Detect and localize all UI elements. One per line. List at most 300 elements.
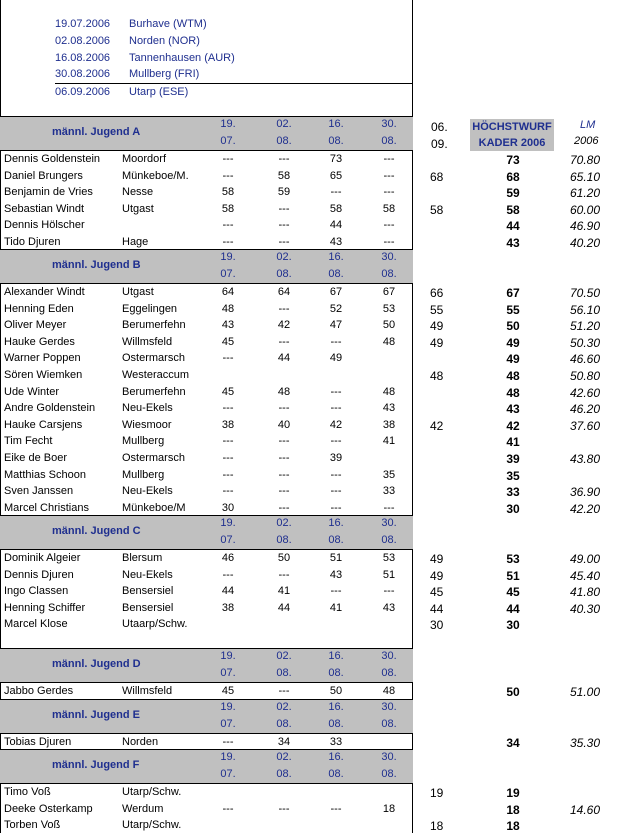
date-col-bottom: 08. <box>381 768 397 780</box>
lm-value: 60.00 <box>570 202 601 217</box>
lm-value: 41.80 <box>570 585 601 600</box>
lm-value: 36.90 <box>570 485 601 500</box>
section-title: männl. Jugend B <box>52 259 141 271</box>
athlete-club: Utgast <box>122 286 154 298</box>
result-cell: 58 <box>221 186 235 199</box>
result-cell: --- <box>330 501 342 514</box>
result-cell: 64 <box>221 286 235 298</box>
result-0609: 48 <box>430 369 444 383</box>
best-throw: 35 <box>506 468 520 483</box>
section-header-bottom-line <box>0 783 413 784</box>
date-col-bottom: 08. <box>381 268 397 280</box>
best-throw: 59 <box>506 186 520 201</box>
date-col-bottom: 08. <box>328 268 344 280</box>
result-0609: 49 <box>430 319 444 334</box>
date-col-top: 19. <box>220 751 236 763</box>
result-0609: 45 <box>430 585 444 600</box>
best-throw: 55 <box>506 302 520 317</box>
hoechstwurf-header: HÖCHSTWURF <box>470 119 554 135</box>
date-col-top: 19. <box>220 118 236 130</box>
result-0609: 30 <box>430 618 444 633</box>
result-0609: 66 <box>430 286 444 300</box>
athlete-name: Benjamin de Vries <box>4 186 93 199</box>
date-col-top: 16. <box>328 650 344 662</box>
lm-value: 61.20 <box>570 186 601 201</box>
lm-value: 46.20 <box>570 402 601 417</box>
schedule-date: 06.09.2006 <box>55 86 111 98</box>
result-cell: 48 <box>221 302 235 315</box>
athlete-club: Eggelingen <box>122 302 178 315</box>
result-cell: --- <box>278 219 290 232</box>
athlete-club: Berumerfehn <box>122 319 186 332</box>
best-throw: 19 <box>506 786 520 800</box>
result-cell: --- <box>278 501 290 514</box>
lm-value: 35.30 <box>570 736 601 750</box>
athlete-club: Mullberg <box>122 468 165 481</box>
athlete-name: Dennis Hölscher <box>4 219 85 232</box>
athlete-club: Mullberg <box>122 435 165 448</box>
result-cell: 47 <box>329 319 343 332</box>
result-0609: 42 <box>430 418 444 433</box>
date-col-bottom: 08. <box>276 718 292 730</box>
result-cell: --- <box>222 802 234 815</box>
result-cell: --- <box>383 585 395 598</box>
athlete-club: Willmsfeld <box>122 685 173 697</box>
result-cell: 30 <box>221 501 235 514</box>
athlete-club: Utaarp/Schw. <box>122 618 188 631</box>
result-cell: 38 <box>221 418 235 431</box>
best-throw: 50 <box>506 319 520 334</box>
lm-value: 37.60 <box>570 418 601 433</box>
date-col-bottom: 07. <box>220 768 236 780</box>
athlete-club: Utgast <box>122 202 154 215</box>
lm-value: 14.60 <box>570 802 601 817</box>
section-title: männl. Jugend E <box>52 709 141 721</box>
result-cell: --- <box>278 236 290 248</box>
schedule-place: Norden (NOR) <box>129 35 200 47</box>
athlete-name: Dennis Djuren <box>4 568 74 581</box>
athlete-name: Alexander Windt <box>4 286 85 298</box>
athlete-club: Münkeboe/M <box>122 501 186 514</box>
athlete-name: Dennis Goldenstein <box>4 153 101 165</box>
result-0609: 19 <box>430 786 444 800</box>
best-throw: 67 <box>506 286 520 300</box>
date-col-top: 02. <box>276 118 292 130</box>
result-cell: 58 <box>221 202 235 215</box>
lm-value: 46.60 <box>570 352 601 367</box>
date-col-bottom: 08. <box>328 534 344 546</box>
date-col-bottom: 08. <box>328 135 344 147</box>
result-cell: 48 <box>382 685 396 697</box>
col06-header-bottom: 09. <box>431 137 448 151</box>
lm-value: 42.20 <box>570 501 601 516</box>
athlete-name: Hauke Gerdes <box>4 335 75 348</box>
athlete-name: Oliver Meyer <box>4 319 67 332</box>
result-cell: --- <box>222 468 234 481</box>
date-col-top: 16. <box>328 118 344 130</box>
lm-year-header: 2006 <box>574 135 599 147</box>
date-col-top: 19. <box>220 701 236 713</box>
lm-value: 65.10 <box>570 169 601 184</box>
result-cell: 46 <box>221 552 235 564</box>
best-throw: 44 <box>506 601 520 616</box>
athlete-name: Jabbo Gerdes <box>4 685 74 697</box>
date-col-top: 19. <box>220 517 236 529</box>
best-throw: 58 <box>506 202 520 217</box>
result-cell: 64 <box>277 286 291 298</box>
result-cell: --- <box>278 568 290 581</box>
athlete-club: Utarp/Schw. <box>122 819 182 832</box>
date-col-bottom: 08. <box>381 534 397 546</box>
result-0609: 44 <box>430 601 444 616</box>
lm-value: 45.40 <box>570 568 601 583</box>
schedule-divider <box>55 83 413 84</box>
athlete-name: Daniel Brungers <box>4 169 83 182</box>
result-cell: 44 <box>329 219 343 232</box>
schedule-date: 19.07.2006 <box>55 18 111 30</box>
date-col-bottom: 08. <box>328 768 344 780</box>
result-cell: 45 <box>221 335 235 348</box>
date-col-bottom: 08. <box>381 135 397 147</box>
best-throw: 48 <box>506 369 520 383</box>
date-col-bottom: 07. <box>220 667 236 679</box>
best-throw: 34 <box>506 736 520 750</box>
result-cell: --- <box>222 236 234 248</box>
date-col-top: 02. <box>276 251 292 263</box>
result-cell: --- <box>330 468 342 481</box>
athlete-club: Hage <box>122 236 149 248</box>
athlete-club: Berumerfehn <box>122 385 186 398</box>
date-col-top: 30. <box>381 517 397 529</box>
date-col-bottom: 07. <box>220 718 236 730</box>
result-cell: 43 <box>329 236 343 248</box>
athlete-name: Sören Wiemken <box>4 369 83 381</box>
lm-value: 56.10 <box>570 302 601 317</box>
lm-value: 70.50 <box>570 286 601 300</box>
result-cell: 45 <box>221 385 235 398</box>
result-cell: 48 <box>277 385 291 398</box>
athlete-name: Marcel Klose <box>4 618 68 631</box>
athlete-name: Hauke Carsjens <box>4 418 83 431</box>
result-cell: --- <box>222 219 234 232</box>
result-cell: --- <box>278 685 290 697</box>
best-throw: 41 <box>506 435 520 450</box>
athlete-name: Dominik Algeier <box>4 552 81 564</box>
date-col-top: 30. <box>381 701 397 713</box>
best-throw: 18 <box>506 802 520 817</box>
athlete-name: Henning Schiffer <box>4 601 86 614</box>
result-cell: --- <box>383 169 395 182</box>
best-throw: 42 <box>506 418 520 433</box>
result-cell: --- <box>383 186 395 199</box>
result-cell: --- <box>330 335 342 348</box>
athlete-club: Utarp/Schw. <box>122 786 182 798</box>
result-cell: --- <box>278 468 290 481</box>
athlete-name: Timo Voß <box>4 786 51 798</box>
result-cell: 48 <box>382 385 396 398</box>
result-cell: --- <box>330 385 342 398</box>
result-cell: --- <box>278 402 290 415</box>
date-col-top: 16. <box>328 517 344 529</box>
athlete-name: Sven Janssen <box>4 485 74 498</box>
schedule-date: 02.08.2006 <box>55 35 111 47</box>
result-cell: 43 <box>221 319 235 332</box>
result-cell: --- <box>222 169 234 182</box>
section-title: männl. Jugend A <box>52 126 141 138</box>
date-col-bottom: 08. <box>328 667 344 679</box>
athlete-club: Neu-Ekels <box>122 485 173 498</box>
lm-value: 49.00 <box>570 552 601 566</box>
date-col-top: 16. <box>328 701 344 713</box>
result-cell: --- <box>222 153 234 165</box>
section-header-bottom-line <box>0 682 413 683</box>
lm-value: 42.60 <box>570 385 601 400</box>
best-throw: 39 <box>506 452 520 466</box>
lm-value: 51.00 <box>570 685 601 699</box>
result-cell: --- <box>222 452 234 464</box>
date-col-bottom: 08. <box>328 718 344 730</box>
best-throw: 49 <box>506 335 520 350</box>
date-col-top: 02. <box>276 701 292 713</box>
result-cell: --- <box>222 402 234 415</box>
result-cell: 53 <box>382 552 396 564</box>
result-cell: 53 <box>382 302 396 315</box>
result-cell: --- <box>330 186 342 199</box>
result-cell: 43 <box>382 601 396 614</box>
athlete-club: Ostermarsch <box>122 452 185 464</box>
date-col-top: 30. <box>381 751 397 763</box>
result-cell: --- <box>330 435 342 448</box>
result-cell: 73 <box>329 153 343 165</box>
date-col-bottom: 08. <box>381 718 397 730</box>
date-col-bottom: 08. <box>276 534 292 546</box>
date-col-bottom: 08. <box>276 268 292 280</box>
result-cell: 49 <box>329 352 343 365</box>
result-cell: 67 <box>382 286 396 298</box>
result-cell: --- <box>222 485 234 498</box>
schedule-place: Utarp (ESE) <box>129 86 189 98</box>
athlete-name: Deeke Osterkamp <box>4 802 93 815</box>
date-col-top: 30. <box>381 650 397 662</box>
date-col-bottom: 08. <box>276 135 292 147</box>
result-cell: --- <box>278 802 290 815</box>
result-cell: 50 <box>382 319 396 332</box>
date-col-bottom: 08. <box>381 667 397 679</box>
result-cell: 33 <box>329 736 343 748</box>
lm-value: 51.20 <box>570 319 601 334</box>
result-cell: 43 <box>329 568 343 581</box>
result-cell: --- <box>330 802 342 815</box>
athlete-club: Willmsfeld <box>122 335 173 348</box>
athlete-club: Wiesmoor <box>122 418 172 431</box>
result-0609: 68 <box>430 169 444 184</box>
best-throw: 45 <box>506 585 520 600</box>
best-throw: 18 <box>506 819 520 833</box>
best-throw: 30 <box>506 618 520 633</box>
result-0609: 49 <box>430 335 444 350</box>
best-throw: 33 <box>506 485 520 500</box>
result-0609: 55 <box>430 302 444 317</box>
schedule-place: Burhave (WTM) <box>129 18 207 30</box>
athlete-club: Neu-Ekels <box>122 568 173 581</box>
result-cell: 58 <box>382 202 396 215</box>
schedule-place: Mullberg (FRI) <box>129 68 200 80</box>
athlete-name: Marcel Christians <box>4 501 89 514</box>
athlete-club: Ostermarsch <box>122 352 185 365</box>
best-throw: 30 <box>506 501 520 516</box>
athlete-name: Warner Poppen <box>4 352 81 365</box>
best-throw: 51 <box>506 568 520 583</box>
schedule-date: 30.08.2006 <box>55 68 111 80</box>
section-header-bottom-line <box>0 283 413 284</box>
athlete-club: Moordorf <box>122 153 167 165</box>
result-cell: --- <box>278 153 290 165</box>
result-cell: --- <box>222 568 234 581</box>
result-cell: 65 <box>329 169 343 182</box>
result-cell: --- <box>222 736 234 748</box>
athlete-name: Ude Winter <box>4 385 60 398</box>
athlete-club: Neu-Ekels <box>122 402 173 415</box>
result-cell: 44 <box>277 601 291 614</box>
athlete-club: Blersum <box>122 552 163 564</box>
best-throw: 48 <box>506 385 520 400</box>
result-cell: --- <box>278 435 290 448</box>
result-0609: 49 <box>430 552 444 566</box>
result-cell: 38 <box>382 418 396 431</box>
result-0609: 49 <box>430 568 444 583</box>
result-cell: --- <box>383 153 395 165</box>
schedule-place: Tannenhausen (AUR) <box>129 52 235 64</box>
result-cell: 51 <box>382 568 396 581</box>
date-col-bottom: 07. <box>220 135 236 147</box>
result-cell: 42 <box>277 319 291 332</box>
athlete-name: Henning Eden <box>4 302 74 315</box>
result-cell: --- <box>383 236 395 248</box>
result-cell: 41 <box>382 435 396 448</box>
result-cell: --- <box>278 335 290 348</box>
section-header-bottom-line <box>0 733 413 734</box>
lm-value: 46.90 <box>570 219 601 234</box>
result-cell: --- <box>222 352 234 365</box>
date-col-top: 30. <box>381 251 397 263</box>
result-cell: 34 <box>277 736 291 748</box>
result-cell: --- <box>330 585 342 598</box>
result-cell: 58 <box>277 169 291 182</box>
section-title: männl. Jugend D <box>52 658 141 670</box>
result-cell: 67 <box>329 286 343 298</box>
date-col-top: 16. <box>328 751 344 763</box>
section-header-bottom-line <box>0 150 413 151</box>
result-cell: --- <box>278 302 290 315</box>
best-throw: 43 <box>506 236 520 250</box>
lm-value: 70.80 <box>570 153 601 167</box>
result-cell: 48 <box>382 335 396 348</box>
result-cell: 50 <box>329 685 343 697</box>
athlete-name: Andre Goldenstein <box>4 402 96 415</box>
best-throw: 73 <box>506 153 520 167</box>
best-throw: 44 <box>506 219 520 234</box>
athlete-name: Tido Djuren <box>4 236 61 248</box>
lm-value: 40.20 <box>570 236 601 250</box>
result-cell: --- <box>330 485 342 498</box>
athlete-name: Torben Voß <box>4 819 61 832</box>
athlete-name: Tobias Djuren <box>4 736 72 748</box>
athlete-club: Münkeboe/M. <box>122 169 189 182</box>
result-cell: 41 <box>329 601 343 614</box>
date-col-top: 19. <box>220 251 236 263</box>
result-cell: --- <box>383 501 395 514</box>
athlete-club: Norden <box>122 736 159 748</box>
date-col-bottom: 07. <box>220 268 236 280</box>
lm-value: 50.30 <box>570 335 601 350</box>
date-col-bottom: 08. <box>276 768 292 780</box>
date-col-top: 19. <box>220 650 236 662</box>
result-cell: 41 <box>277 585 291 598</box>
best-throw: 49 <box>506 352 520 367</box>
athlete-name: Ingo Classen <box>4 585 69 598</box>
date-col-top: 02. <box>276 650 292 662</box>
best-throw: 68 <box>506 169 520 184</box>
result-cell: 59 <box>277 186 291 199</box>
athlete-name: Tim Fecht <box>4 435 53 448</box>
result-cell: 45 <box>221 685 235 697</box>
result-cell: --- <box>330 402 342 415</box>
result-cell: 42 <box>329 418 343 431</box>
result-cell: 40 <box>277 418 291 431</box>
result-cell: 44 <box>277 352 291 365</box>
result-cell: 18 <box>382 802 396 815</box>
result-cell: --- <box>278 452 290 464</box>
athlete-club: Westeraccum <box>122 369 190 381</box>
best-throw: 53 <box>506 552 520 566</box>
athlete-name: Eike de Boer <box>4 452 67 464</box>
section-header-bottom-line <box>0 549 413 550</box>
result-cell: --- <box>222 435 234 448</box>
athlete-club: Bensersiel <box>122 585 174 598</box>
result-0609: 18 <box>430 819 444 833</box>
date-col-bottom: 07. <box>220 534 236 546</box>
col06-header-top: 06. <box>431 120 448 134</box>
result-cell: 35 <box>382 468 396 481</box>
section-title: männl. Jugend F <box>52 759 140 771</box>
date-col-top: 02. <box>276 751 292 763</box>
date-col-top: 02. <box>276 517 292 529</box>
result-cell: 50 <box>277 552 291 564</box>
best-throw: 43 <box>506 402 520 417</box>
result-cell: 43 <box>382 402 396 415</box>
result-cell: --- <box>278 202 290 215</box>
date-col-top: 16. <box>328 251 344 263</box>
athlete-name: Sebastian Windt <box>4 202 85 215</box>
lm-value: 43.80 <box>570 452 601 466</box>
best-throw: 50 <box>506 685 520 699</box>
lm-header: LM <box>580 119 596 131</box>
result-0609: 58 <box>430 202 444 217</box>
kader-header: KADER 2006 <box>470 135 554 151</box>
athlete-club: Nesse <box>122 186 154 199</box>
section-title: männl. Jugend C <box>52 525 141 537</box>
result-cell: 44 <box>221 585 235 598</box>
athlete-club: Bensersiel <box>122 601 174 614</box>
result-cell: 58 <box>329 202 343 215</box>
date-col-bottom: 08. <box>276 667 292 679</box>
athlete-club: Werdum <box>122 802 164 815</box>
result-cell: 52 <box>329 302 343 315</box>
schedule-date: 16.08.2006 <box>55 52 111 64</box>
athlete-name: Matthias Schoon <box>4 468 86 481</box>
lm-value: 40.30 <box>570 601 601 616</box>
result-cell: 51 <box>329 552 343 564</box>
